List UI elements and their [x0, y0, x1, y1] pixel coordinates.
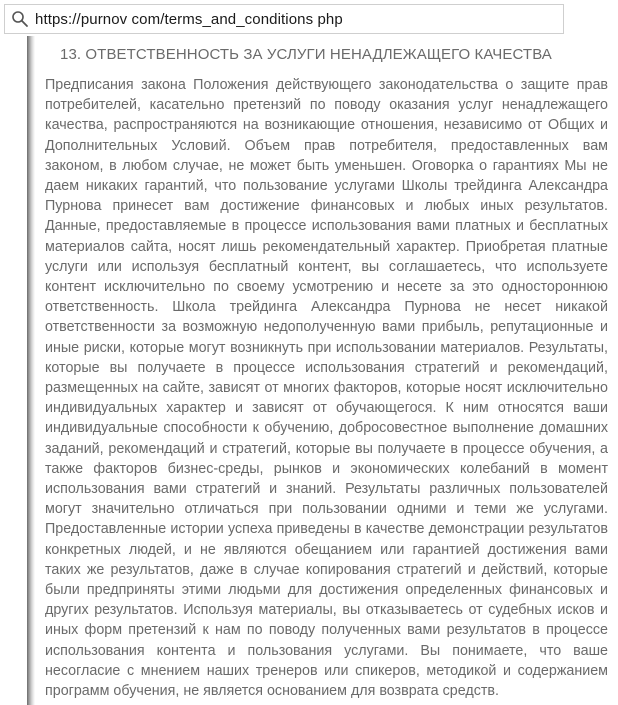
page-shadow: [27, 36, 35, 705]
url-text[interactable]: https://purnov com/terms_and_conditions php: [35, 10, 343, 28]
search-icon[interactable]: [5, 5, 35, 33]
section-heading: 13. ОТВЕТСТВЕННОСТЬ ЗА УСЛУГИ НЕНАДЛЕЖАЩЕГО КАЧЕСТВА: [60, 46, 552, 63]
section-paragraph: Предписания закона Положения действующего законодательства о защите прав потребителей, касательно претензий по поводу оказания услуг ненадлежащего качества, распространяются на возникающие отношения, независимо от Общих и Дополнительных Условий. Объем прав потребителя, предоставленных вам законом, в любом случае, не может быть уменьшен. Оговорка о гарантиях Мы не даем никаких гарантий, что пользование услугами Школы трейдинга Александра Пурнова принесет вам достижение финансовых и любых иных результатов. Данные, предоставляемые в процессе использования вами платных и бесплатных материалов сайта, носят лишь рекомендательный характер. Приобретая платные услуги или используя бесплатный контент, вы соглашаетесь, что используете контент исключительно по своему усмотрению и несете за это одностороннюю ответственность. Школа трейдинга Александра Пурнова не несет никакой ответственности за возможную недополученную вами прибыль, репутационные и иные риски, которые могут возникнуть при использовании материалов. Результаты, которые вы получаете в процессе использования стратегий и рекомендаций, размещенных на сайте, зависят от многих факторов, которые носят исключительно индивидуальных характер и зависят от обучающегося. К ним относятся ваши индивидуальные способности к обучению, добросовестное выполнение домашних заданий, рекомендаций и стратегий, которые вы получаете в процессе обучения, а также факторов бизнес-среды, рынков и экономических колебаний в момент использования вами стратегий и знаний. Результаты различных пользователей могут значительно отличаться при пользовании одними и теми же услугами. Предоставленные истории успеха приведены в качестве демонстрации результатов конкретных людей, и не являются обещанием или гарантией достижения вами таких же результатов, даже в случае копирования стратегий и действий, которые были предприняты этими людьми для достижения определенных финансовых и других результатов. Используя материалы, вы отказываетесь от судебных исков и иных форм претензий к нам по поводу полученных вами результатов в процессе использования контента и пользования услугами. Вы понимаете, что ваше несогласие с мнением наших тренеров или спикеров, методикой и содержанием программ обучения, не является основанием для возврата средств.: [45, 77, 608, 700]
address-bar[interactable]: [4, 4, 564, 34]
